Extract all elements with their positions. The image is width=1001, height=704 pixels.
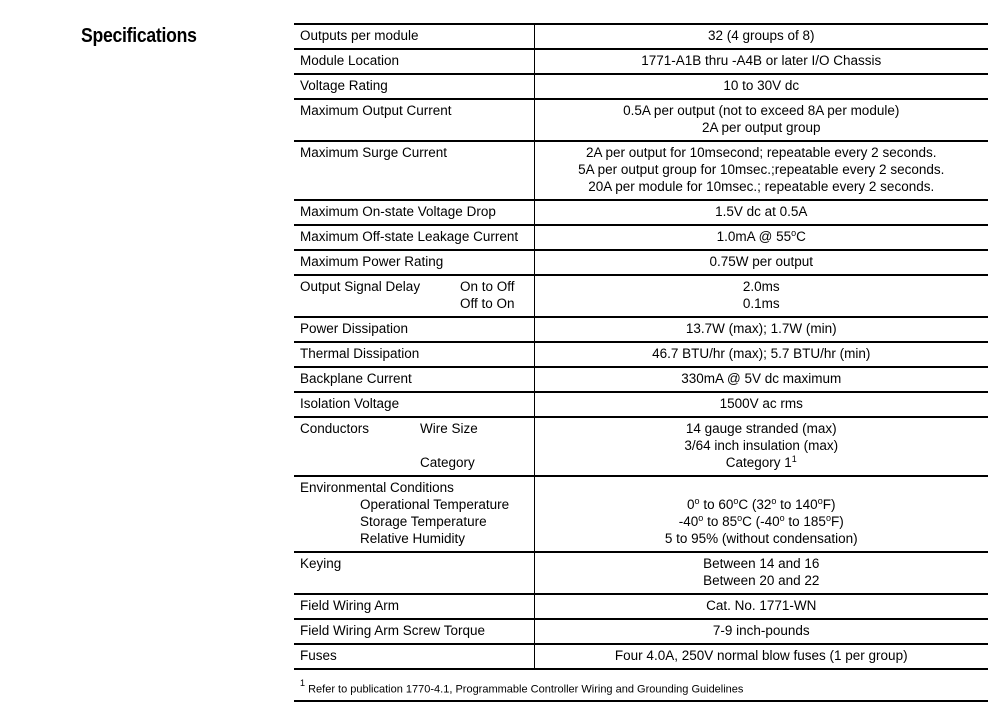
table-row — [294, 24, 988, 49]
spec-label: Maximum On-state Voltage Drop — [294, 200, 534, 225]
value-line: Four 4.0A, 250V normal blow fuses (1 per group) — [614, 648, 908, 663]
value-line: Between 20 and 22 — [703, 573, 820, 588]
table-row — [294, 250, 988, 275]
footnote-marker: 1 — [791, 454, 797, 464]
table-row — [294, 225, 988, 250]
degree-sup: o — [791, 228, 797, 238]
label-main: Environmental Conditions — [300, 480, 454, 495]
spec-value — [534, 619, 988, 644]
label-line — [300, 420, 528, 437]
value-line: 0.5A per output (not to exceed 8A per module) — [623, 103, 900, 118]
table-row — [294, 200, 988, 225]
spec-value — [534, 200, 988, 225]
spec-label: Power Dissipation — [294, 317, 534, 342]
spec-value — [534, 275, 988, 317]
spec-label: Field Wiring Arm — [294, 594, 534, 619]
label-line — [300, 454, 528, 471]
label-main: Conductors — [300, 421, 370, 436]
label-sub: Storage Temperature — [360, 514, 487, 529]
spec-value — [534, 476, 988, 552]
spec-label: Maximum Surge Current — [294, 141, 534, 200]
label-sub: Wire Size — [420, 421, 478, 436]
spec-value — [534, 367, 988, 392]
spec-label: Backplane Current — [294, 367, 534, 392]
value-text: 1.0mA @ 55 — [716, 229, 792, 244]
spec-value — [534, 552, 988, 594]
value-line: 0.1ms — [742, 296, 780, 311]
value-line: 14 gauge stranded (max) — [685, 421, 837, 436]
value-line: 10 to 30V dc — [723, 78, 800, 93]
spec-value — [534, 225, 988, 250]
spec-label: Field Wiring Arm Screw Torque — [294, 619, 534, 644]
label-main: Output Signal Delay — [300, 279, 421, 294]
footnote — [300, 680, 743, 696]
table-row — [294, 552, 988, 594]
spec-label: Keying — [294, 552, 534, 594]
spec-value — [534, 49, 988, 74]
spec-label: Isolation Voltage — [294, 392, 534, 417]
table-row — [294, 367, 988, 392]
value-line: -40$^o$ to 85$^o$C (-40$^o$ to 185$^o$F) — [678, 513, 844, 529]
table-row — [294, 644, 988, 669]
value-line: 20A per module for 10msec.; repeatable every 2 seconds. — [588, 179, 935, 194]
spec-value — [534, 317, 988, 342]
value-line: Cat. No. 1771-WN — [706, 598, 817, 613]
table-row — [294, 49, 988, 74]
spec-value — [534, 250, 988, 275]
value-line: 13.7W (max); 1.7W (min) — [685, 321, 837, 336]
spec-value — [534, 74, 988, 99]
value-line: 1771-A1B thru -A4B or later I/O Chassis — [641, 53, 882, 68]
spec-value — [534, 417, 988, 476]
label-line — [300, 278, 528, 295]
label-sub: On to Off — [460, 279, 515, 294]
label-line — [300, 437, 528, 454]
value-line — [541, 454, 983, 471]
table-row — [294, 594, 988, 619]
value-line: 1.5V dc at 0.5A — [715, 204, 808, 219]
footnote-rule — [294, 700, 988, 702]
value-line — [541, 228, 983, 245]
table-row — [294, 141, 988, 200]
spec-label — [294, 417, 534, 476]
value-line: 5A per output group for 10msec.;repeatable every 2 seconds. — [578, 162, 945, 177]
footnote-text: Refer to publication 1770-4.1, Programmable Controller Wiring and Grounding Guidelines — [308, 683, 744, 696]
label-sub: Off to On — [460, 296, 515, 311]
value-line: 0.75W per output — [709, 254, 814, 269]
value-text: Category 1 — [725, 455, 792, 470]
spec-label: Thermal Dissipation — [294, 342, 534, 367]
spec-value — [534, 644, 988, 669]
value-line: 1500V ac rms — [719, 396, 803, 411]
label-sub: Operational Temperature — [360, 497, 510, 512]
spec-label: Maximum Output Current — [294, 99, 534, 141]
table-row — [294, 74, 988, 99]
value-line: 3/64 inch insulation (max) — [684, 438, 839, 453]
label-sub: Relative Humidity — [360, 531, 466, 546]
spec-label: Module Location — [294, 49, 534, 74]
spec-value — [534, 594, 988, 619]
spec-label: Voltage Rating — [294, 74, 534, 99]
label-sub: Category — [420, 455, 475, 470]
spec-label: Maximum Power Rating — [294, 250, 534, 275]
value-line: 0$^o$ to 60$^o$C (32$^o$ to 140$^o$F) — [687, 496, 836, 512]
spec-label: Maximum Off-state Leakage Current — [294, 225, 534, 250]
table-row — [294, 317, 988, 342]
value-line: 2.0ms — [742, 279, 780, 294]
spec-label: Fuses — [294, 644, 534, 669]
value-line: 5 to 95% (without condensation) — [664, 531, 858, 546]
value-line: 7-9 inch-pounds — [712, 623, 810, 638]
footnote-marker: 1 — [300, 678, 306, 688]
spec-value — [534, 342, 988, 367]
spec-value — [534, 99, 988, 141]
table-row — [294, 417, 988, 476]
table-row — [294, 275, 988, 317]
value-line: 2A per output for 10msecond; repeatable every 2 seconds. — [586, 145, 937, 160]
value-line: 2A per output group — [701, 120, 821, 135]
table-row — [294, 619, 988, 644]
spec-value — [534, 24, 988, 49]
table-row — [294, 392, 988, 417]
spec-value — [534, 141, 988, 200]
page-title: Specifications — [81, 25, 197, 47]
table-row — [294, 99, 988, 141]
label-line — [300, 295, 528, 312]
spec-value — [534, 392, 988, 417]
value-line: 46.7 BTU/hr (max); 5.7 BTU/hr (min) — [652, 346, 871, 361]
spec-label: Outputs per module — [294, 24, 534, 49]
value-line: Between 14 and 16 — [703, 556, 820, 571]
table-row — [294, 476, 988, 552]
table-row — [294, 342, 988, 367]
value-line: 330mA @ 5V dc maximum — [681, 371, 842, 386]
spec-label — [294, 476, 534, 552]
spec-label — [294, 275, 534, 317]
value-line: 32 (4 groups of 8) — [707, 28, 815, 43]
value-text: C — [796, 229, 806, 244]
specifications-table — [294, 23, 988, 670]
